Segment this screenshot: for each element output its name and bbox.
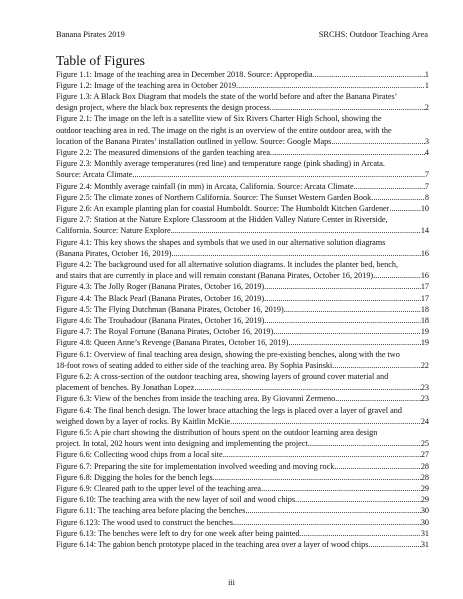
figure-entry-page-number: 28	[420, 461, 429, 471]
figure-entry-last-line	[56, 203, 429, 214]
figure-entry[interactable]	[56, 494, 429, 505]
figure-entry-last-line	[56, 169, 429, 180]
figure-entry-last-line	[56, 192, 429, 203]
figure-entry-caption: 18-foot rows of seating added to either side of the teaching area. By Sophia Pasinski	[56, 360, 333, 370]
dot-leader	[297, 494, 421, 505]
figure-entry-last-line	[56, 382, 429, 393]
figure-entry-caption: Figure 6.3: View of the benches from inside the teaching area. By Giovanni Zermeno	[56, 394, 336, 404]
dot-leader	[302, 528, 421, 539]
figure-entry[interactable]	[56, 91, 429, 113]
figure-entry-line: Figure 6.2: A cross-section of the outdoor teaching area, showing layers of ground cover material and	[56, 371, 389, 381]
dot-leader	[389, 203, 420, 214]
figure-entry-page-number: 7	[424, 181, 429, 191]
dot-leader	[270, 147, 425, 158]
figure-entry-page-number: 7	[424, 170, 429, 180]
figure-entry-caption: Figure 4.7: The Royal Fortune (Banana Pirates, October 16, 2019)	[56, 327, 274, 337]
figure-entry[interactable]	[56, 427, 429, 449]
figure-entry-caption: design project, where the black box represents the design process.	[56, 103, 272, 113]
dot-leader	[233, 517, 421, 528]
figure-entry-page-number: 14	[420, 226, 429, 236]
figure-entry-page-number: 27	[420, 450, 429, 460]
figure-entry-last-line	[56, 326, 429, 337]
figure-entry-page-number: 18	[420, 315, 429, 325]
figure-entry-page-number: 25	[420, 439, 429, 449]
figure-entry[interactable]	[56, 483, 429, 494]
dot-leader	[264, 281, 421, 292]
figure-entry-page-number: 18	[420, 304, 429, 314]
figure-entry[interactable]	[56, 203, 429, 214]
figure-entry-caption: (Banana Pirates, October 16, 2019)	[56, 248, 172, 258]
figure-entry-line: outdoor teaching area in red. The image on the right is an overview of the entire outdoor area, with the	[56, 125, 392, 135]
figure-entry-page-number: 10	[420, 203, 429, 213]
figure-entry-last-line	[56, 80, 429, 91]
dot-leader	[194, 382, 421, 393]
figure-entry[interactable]	[56, 113, 429, 147]
dot-leader	[132, 169, 425, 180]
figure-entry-line: Figure 6.5: A pie chart showing the distribution of hours spent on the outdoor learning area design	[56, 428, 378, 437]
dot-leader	[272, 102, 425, 113]
figure-entry-caption: placement of benches. By Jonathan Lopez	[56, 383, 195, 393]
figure-entry-page-number: 8	[424, 192, 429, 202]
dot-leader	[375, 270, 421, 281]
dot-leader	[264, 315, 420, 326]
figure-entry[interactable]	[56, 539, 429, 550]
figure-entry-line: Figure 2.1: The image on the left is a satellite view of Six Rivers Charter High School, showing the	[56, 114, 382, 124]
figure-entry-page-number: 30	[420, 506, 429, 516]
figure-entry-last-line	[56, 528, 429, 539]
dot-leader	[236, 80, 425, 91]
figure-entry-last-line	[56, 304, 429, 315]
figure-entry-last-line	[56, 449, 429, 460]
figure-entry[interactable]	[56, 237, 429, 259]
figure-entry-caption: Figure 6.13: The benches were left to dry for one week after being painted.	[56, 528, 302, 538]
running-header-right: SRCHS: Outdoor Teaching Area	[318, 30, 428, 39]
figure-entry-page-number: 31	[420, 540, 429, 550]
figure-entry-last-line	[56, 393, 429, 404]
figure-entry-page-number: 22	[420, 360, 429, 370]
figure-entry[interactable]	[56, 69, 429, 80]
figure-entry-last-line	[56, 337, 429, 348]
figure-entry-last-line	[56, 102, 429, 113]
figure-entry[interactable]	[56, 181, 429, 192]
figure-entry-line: Figure 4.2: The background used for all alternative solution diagrams. It includes the planter bed, bench,	[56, 259, 399, 269]
dot-leader	[230, 416, 421, 427]
figure-entry-last-line	[56, 315, 429, 326]
table-of-figures-list	[56, 69, 429, 551]
figure-entry-caption: California. Source: Nature Explore	[56, 226, 171, 236]
figure-entry-last-line	[56, 539, 429, 550]
dot-leader	[310, 438, 421, 449]
figure-entry-line: Figure 2.7: Station at the Nature Explore Classroom at the Hidden Valley Nature Center in Riverside,	[56, 215, 388, 225]
dot-leader	[336, 461, 420, 472]
figure-entry[interactable]	[56, 461, 429, 472]
running-header-left: Banana Pirates 2019	[56, 30, 125, 39]
figure-entry-last-line	[56, 136, 429, 147]
dot-leader	[313, 69, 425, 80]
figure-entry-page-number: 2	[424, 103, 429, 113]
dot-leader	[332, 360, 421, 371]
figure-entry-page-number: 23	[420, 394, 429, 404]
figure-entry-page-number: 17	[420, 282, 429, 292]
dot-leader	[288, 337, 420, 348]
figure-entry[interactable]	[56, 259, 429, 281]
figure-entry[interactable]	[56, 505, 429, 516]
figure-entry[interactable]	[56, 405, 429, 427]
dot-leader	[264, 293, 421, 304]
figure-entry-page-number: 19	[420, 338, 429, 348]
figure-entry-last-line	[56, 416, 429, 427]
figure-entry-caption: Figure 6.11: The teaching area before placing the benches	[56, 506, 246, 516]
figure-entry-last-line	[56, 293, 429, 304]
figure-entry-page-number: 29	[420, 495, 429, 505]
figure-entry-caption: Figure 2.5: The climate zones of Northern California. Source: The Sunset Western Garden Book	[56, 192, 372, 202]
dot-leader	[273, 326, 421, 337]
dot-leader	[223, 449, 421, 460]
figure-entry-page-number: 30	[420, 517, 429, 527]
figure-entry-last-line	[56, 461, 429, 472]
figure-entry-last-line	[56, 505, 429, 516]
figure-entry-page-number: 23	[420, 383, 429, 393]
figure-entry-page-number: 24	[420, 416, 429, 426]
figure-entry-last-line	[56, 248, 429, 259]
figure-entry[interactable]	[56, 304, 429, 315]
figure-entry-caption: Figure 6.123: The wood used to construct the benches	[56, 517, 233, 527]
dot-leader	[371, 192, 425, 203]
figure-entry-caption: Figure 6.8: Digging the holes for the bench legs.	[56, 472, 215, 482]
figure-entry[interactable]	[56, 371, 429, 393]
figure-entry-caption: Figure 4.6: The Troubadour (Banana Pirates, October 16, 2019)	[56, 315, 265, 325]
figure-entry[interactable]	[56, 281, 429, 292]
figure-entry[interactable]	[56, 393, 429, 404]
figure-entry-line: Figure 2.3: Monthly average temperatures (red line) and temperature range (pink shading) in Arcata.	[56, 159, 385, 169]
figure-entry-caption: Figure 6.10: The teaching area with the new layer of soil and wood chips.	[56, 495, 298, 505]
figure-entry[interactable]	[56, 147, 429, 158]
figure-entry-last-line	[56, 281, 429, 292]
figure-entry-page-number: 3	[424, 136, 429, 146]
figure-entry-last-line	[56, 483, 429, 494]
figure-entry-caption: and stairs that are currently in place and will remain constant (Banana Pirates, October 16, 2019).	[56, 271, 376, 281]
figure-entry-caption: project. In total, 202 hours went into designing and implementing the project.	[56, 439, 310, 449]
dot-leader	[172, 248, 421, 259]
figure-entry-page-number: 1	[424, 80, 429, 90]
figure-entry-last-line	[56, 517, 429, 528]
figure-entry-caption: Source: Arcata Climate	[56, 170, 133, 180]
figure-entry[interactable]	[56, 158, 429, 180]
figure-entry[interactable]	[56, 337, 429, 348]
figure-entry[interactable]	[56, 192, 429, 203]
dot-leader	[215, 472, 421, 483]
dot-leader	[245, 505, 420, 516]
figure-entry-caption: Figure 2.2: The measured dimensions of the garden teaching area	[56, 147, 271, 157]
figure-entry-page-number: 16	[420, 248, 429, 258]
dot-leader	[335, 393, 421, 404]
figure-entry-caption: Figure 6.14: The gabion bench prototype placed in the teaching area over a layer of wood chips.	[56, 540, 371, 550]
dot-leader	[261, 483, 421, 494]
figure-entry-page-number: 28	[420, 472, 429, 482]
figure-entry-last-line	[56, 69, 429, 80]
figure-entry[interactable]	[56, 326, 429, 337]
figure-entry-caption: Figure 1.1: Image of the teaching area in December 2018. Source: Appropedia	[56, 69, 313, 79]
figure-entry-line: Figure 6.1: Overview of final teaching area design, showing the pre-existing benches, along with the two	[56, 349, 400, 359]
dot-leader	[371, 539, 421, 550]
figure-entry[interactable]	[56, 214, 429, 236]
figure-entry[interactable]	[56, 449, 429, 460]
figure-entry[interactable]	[56, 293, 429, 304]
dot-leader	[331, 136, 425, 147]
page-number: iii	[228, 578, 235, 587]
figure-entry-caption: Figure 4.5: The Flying Dutchman (Banana Pirates, October 16, 2019)	[56, 304, 284, 314]
figure-entry-line: Figure 1.3: A Black Box Diagram that models the state of the world before and after the Banana Pirates’	[56, 91, 398, 101]
figure-entry-page-number: 16	[420, 271, 429, 281]
figure-entry[interactable]	[56, 315, 429, 326]
figure-entry-last-line	[56, 225, 429, 236]
figure-entry-page-number: 17	[420, 293, 429, 303]
figure-entry-last-line	[56, 438, 429, 449]
figure-entry-line: Figure 6.4: The final bench design. The lower brace attaching the legs is placed over a layer of gravel and	[56, 405, 402, 415]
figure-entry-page-number: 29	[420, 484, 429, 494]
figure-entry[interactable]	[56, 472, 429, 483]
figure-entry[interactable]	[56, 517, 429, 528]
figure-entry-caption: Figure 1.2: Image of the teaching area in October 2019	[56, 80, 237, 90]
figure-entry-caption: location of the Banana Pirates’ installation outlined in yellow. Source: Google Maps	[56, 136, 332, 146]
figure-entry-page-number: 31	[420, 528, 429, 538]
figure-entry-caption: Figure 6.7: Preparing the site for implementation involved weeding and moving rock.	[56, 461, 337, 471]
figure-entry-caption: Figure 4.4: The Black Pearl (Banana Pirates, October 16, 2019)	[56, 293, 265, 303]
figure-entry-page-number: 19	[420, 327, 429, 337]
dot-leader	[284, 304, 421, 315]
figure-entry-caption: Figure 6.6: Collecting wood chips from a local site	[56, 450, 223, 460]
figure-entry-page-number: 4	[424, 147, 429, 157]
figure-entry-caption: Figure 4.8: Queen Anne’s Revenge (Banana Pirates, October 16, 2019)	[56, 338, 289, 348]
figure-entry[interactable]	[56, 349, 429, 371]
figure-entry-last-line	[56, 181, 429, 192]
figure-entry-last-line	[56, 472, 429, 483]
figure-entry-caption: Figure 2.6: An example planting plan for coastal Humboldt. Source: The Humboldt Kitchen Gardener	[56, 203, 390, 213]
figure-entry[interactable]	[56, 80, 429, 91]
figure-entry-last-line	[56, 360, 429, 371]
figure-entry-caption: weighed down by a layer of rocks. By Kaitlin McKie	[56, 416, 231, 426]
figure-entry-line: Figure 4.1: This key shows the shapes and symbols that we used in our alternative solution diagrams	[56, 237, 386, 247]
figure-entry-last-line	[56, 494, 429, 505]
figure-entry-last-line	[56, 147, 429, 158]
dot-leader	[354, 181, 425, 192]
figure-entry-caption: Figure 4.3: The Jolly Roger (Banana Pirates, October 16, 2019)	[56, 282, 265, 292]
dot-leader	[171, 225, 421, 236]
figure-entry-last-line	[56, 270, 429, 281]
figure-entry-page-number: 1	[424, 69, 429, 79]
figure-entry-caption: Figure 6.9: Cleared path to the upper level of the teaching area	[56, 484, 262, 494]
figure-entry[interactable]	[56, 528, 429, 539]
table-of-figures-title: Table of Figures	[56, 53, 145, 68]
figure-entry-caption: Figure 2.4: Monthly average rainfall (in mm) in Arcata, California. Source: Arcata Climate	[56, 181, 354, 191]
